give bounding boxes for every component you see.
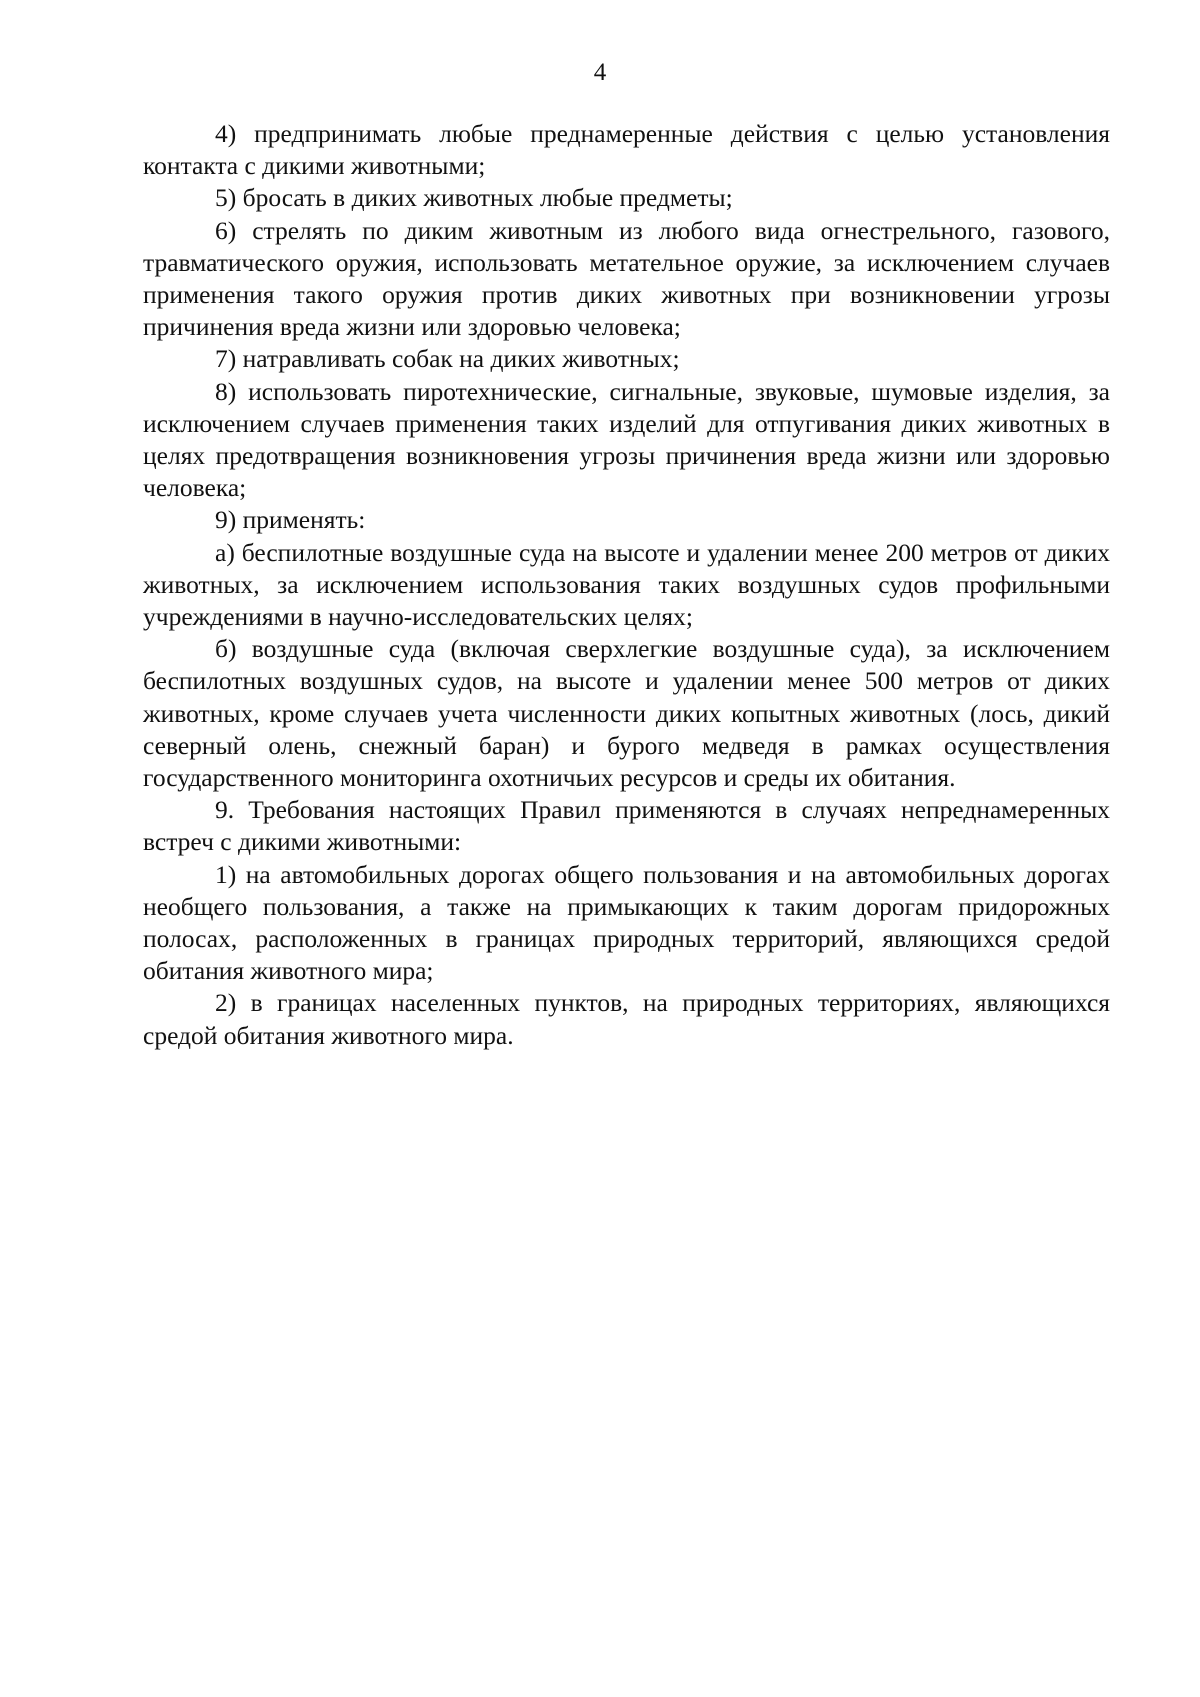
paragraph-item-7: 7) натравливать собак на диких животных; — [215, 344, 680, 374]
document-body — [143, 118, 1110, 1052]
paragraph-item-4: 4) предпринимать любые преднамеренные действия с целью установления контакта с дикими животными; — [143, 119, 1110, 181]
paragraph-item-5: 5) бросать в диких животных любые предметы; — [215, 183, 733, 213]
section-9-intro: 9. Требования настоящих Правил применяются в случаях непреднамеренных встреч с дикими животными: — [143, 795, 1110, 857]
paragraph-subitem-a: а) беспилотные воздушные суда на высоте и удалении менее 200 метров от диких животных, за исключением использования таких воздушных судов профильными учреждениями в научно-исследовательских целях; — [143, 537, 1110, 632]
section-9-item-2: 2) в границах населенных пунктов, на природных территориях, являющихся средой обитания животного мира. — [143, 988, 1110, 1050]
page-number: 4 — [593, 59, 607, 86]
section-9-item-1: 1) на автомобильных дорогах общего пользования и на автомобильных дорогах необщего пользования, а также на примыкающих к таким дорогам придорожных полосах, расположенных в границах природных территорий, являющихся средой обитания животного мира; — [143, 859, 1110, 986]
paragraph-item-9: 9) применять: — [215, 505, 366, 535]
paragraph-item-6: 6) стрелять по диким животным из любого вида огнестрельного, газового, травматического оружия, использовать метательное оружие, за исключением случаев применения такого оружия против диких животных при возникновении угрозы причинения вреда жизни или здоровью человека; — [143, 215, 1110, 342]
paragraph-subitem-b: б) воздушные суда (включая сверхлегкие воздушные суда), за исключением беспилотных воздушных судов, на высоте и удалении менее 500 метров от диких животных, кроме случаев учета численности диких копытных животных (лось, дикий северный олень, снежный баран) и бурого медведя в рамках осуществления государственного мониторинга охотничьих ресурсов и среды их обитания. — [143, 634, 1110, 793]
paragraph-item-8: 8) использовать пиротехнические, сигнальные, звуковые, шумовые изделия, за исключением случаев применения таких изделий для отпугивания диких животных в целях предотвращения возникновения угрозы причинения вреда жизни или здоровью человека; — [143, 376, 1110, 503]
